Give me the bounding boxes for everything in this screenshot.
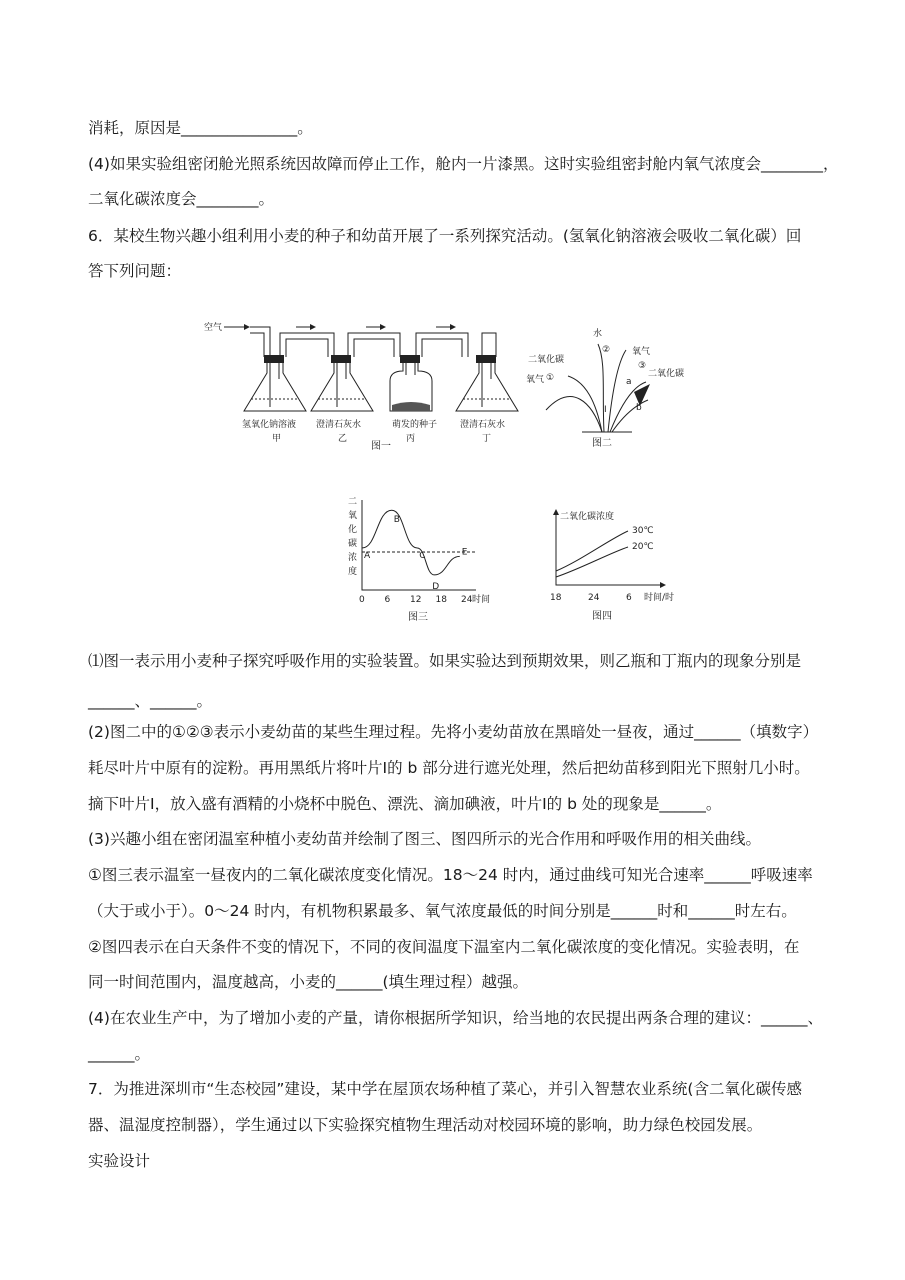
text-line: ①图三表示温室一昼夜内的二氧化碳浓度变化情况。18～24 时内，通过曲线可知光合速率______呼吸速率 — [88, 866, 813, 884]
text-line: （大于或小于）。0～24 时内，有机物积累最多、氧气浓度最低的时间分别是______时和______时左右。 — [88, 902, 797, 920]
flask-name-label: 乙 — [338, 434, 348, 444]
x-axis-label: 时间 — [472, 595, 491, 605]
figure-3-chart — [340, 490, 510, 630]
flask-name-label: 丁 — [482, 434, 492, 444]
ylabel-char: 碳 — [348, 539, 358, 549]
ylabel-char: 化 — [348, 525, 358, 535]
x-axis-label: 时间/时 — [644, 593, 675, 603]
question-6-part-1: ⑴图一表示用小麦种子探究呼吸作用的实验装置。如果实验达到预期效果，则乙瓶和丁瓶内的现象分别是 — [88, 652, 802, 670]
co2-curve — [362, 510, 460, 575]
flask-liquid-label: 萌发的种子 — [392, 420, 438, 430]
point-label-e: E — [461, 547, 468, 558]
flask-name-label: 丙 — [406, 434, 416, 444]
flask-liquid-label: 澄清石灰水 — [460, 420, 506, 430]
flow-arrows — [296, 324, 456, 330]
axes — [362, 500, 476, 590]
x-tick-label: 6 — [626, 593, 632, 603]
ylabel-char: 二 — [348, 497, 358, 507]
x-tick-label: 18 — [550, 593, 562, 603]
text-line: 二氧化碳浓度会________。 — [88, 190, 275, 208]
air-label: 空气 — [204, 323, 223, 333]
leaf-I-label: Ⅰ — [604, 405, 607, 415]
flask-name-label: 甲 — [272, 434, 282, 444]
figure-2-seedling — [522, 322, 692, 452]
water-label: 水 — [593, 329, 603, 339]
x-tick-label: 24 — [461, 595, 473, 605]
text-line: ______。 — [88, 1045, 151, 1063]
x-tick-label: 24 — [588, 593, 600, 603]
text-line: 摘下叶片Ⅰ，放入盛有酒精的小烧杯中脱色、漂洗、滴加碘液，叶片Ⅰ的 b 处的现象是______。 — [88, 795, 722, 813]
point-label-c: C — [419, 551, 426, 561]
flask-liquid-label: 氢氧化钠溶液 — [242, 420, 297, 430]
point-label-d: D — [432, 581, 440, 592]
text-line: 消耗，原因是_______________。 — [88, 119, 313, 137]
leaf-b-label: b — [636, 403, 642, 413]
series-label: 30℃ — [632, 526, 654, 536]
ylabel-char: 度 — [348, 567, 358, 577]
y-axis-label: 二氧化碳浓度 — [560, 512, 615, 522]
point-label-b: B — [393, 515, 400, 526]
x-tick-label: 0 — [359, 595, 365, 605]
process-3-label: ③ — [638, 361, 647, 371]
question-6-stem: 6．某校生物兴趣小组利用小麦的种子和幼苗开展了一系列探究活动。(氢氧化钠溶液会吸收二氧化碳）回 — [88, 227, 802, 245]
figure-1-apparatus — [200, 315, 540, 455]
section-heading: 实验设计 — [88, 1152, 151, 1170]
x-tick-label: 18 — [435, 595, 447, 605]
o2-out-label: 氧气 — [526, 375, 545, 385]
question-6-part-2: (2)图二中的①②③表示小麦幼苗的某些生理过程。先将小麦幼苗放在黑暗处一昼夜，通过______（填数字） — [88, 723, 819, 741]
flask-yi — [311, 355, 373, 411]
flask-jia — [244, 355, 306, 411]
o2-label: 氧气 — [632, 347, 651, 357]
figure-caption: 图一 — [371, 441, 391, 452]
text-line: ②图四表示在白天条件不变的情况下，不同的夜间温度下温室内二氧化碳浓度的变化情况。实验表明，在 — [88, 938, 800, 956]
question-6-part-4: (4)在农业生产中，为了增加小麦的产量，请你根据所学知识，给当地的农民提出两条合理的建议：______、 — [88, 1009, 823, 1027]
inlet-tube — [250, 327, 270, 357]
text-line: 耗尽叶片中原有的淀粉。再用黑纸片将叶片Ⅰ的 b 部分进行遮光处理，然后把幼苗移到阳光下照射几小时。 — [88, 759, 810, 777]
x-tick-label: 12 — [410, 595, 422, 605]
text-line: ______、______。 — [88, 692, 213, 710]
y-axis-label — [348, 497, 357, 577]
point-label-a: A — [364, 551, 371, 561]
figure-4-chart — [540, 505, 710, 625]
text-line: (4)如果实验组密闭舱光照系统因故障而停止工作，舱内一片漆黑。这时实验组密封舱内氧气浓度会________， — [88, 155, 839, 173]
co2-in-label: 二氧化碳 — [528, 355, 565, 365]
process-2-label: ② — [602, 345, 611, 355]
question-6-part-3: (3)兴趣小组在密闭温室种植小麦幼苗并绘制了图三、图四所示的光合作用和呼吸作用的相关曲线。 — [88, 830, 761, 848]
jar-bing — [390, 355, 432, 411]
question-7-stem: 7．为推进深圳市“生态校园”建设，某中学在屋顶农场种植了菜心，并引入智慧农业系统(含二氧化碳传感 — [88, 1080, 802, 1098]
figure-caption: 图四 — [592, 611, 612, 622]
text-line: 同一时间范围内，温度越高，小麦的______(填生理过程）越强。 — [88, 973, 529, 991]
process-1-label: ① — [546, 373, 555, 383]
text-line: 答下列问题： — [88, 262, 182, 280]
figure-caption: 图三 — [408, 612, 428, 623]
leaf-a-label: a — [626, 377, 632, 387]
ylabel-char: 氧 — [348, 511, 358, 521]
series-label: 20℃ — [632, 542, 654, 552]
flask-ding — [456, 355, 518, 411]
x-tick-label: 6 — [384, 595, 391, 605]
figure-caption: 图二 — [592, 438, 612, 449]
co2-label: 二氧化碳 — [648, 369, 685, 379]
flask-liquid-label: 澄清石灰水 — [316, 420, 362, 430]
ylabel-char: 浓 — [348, 553, 358, 563]
text-line: 器、温湿度控制器），学生通过以下实验探究植物生理活动对校园环境的影响，助力绿色校园发展。 — [88, 1116, 763, 1134]
